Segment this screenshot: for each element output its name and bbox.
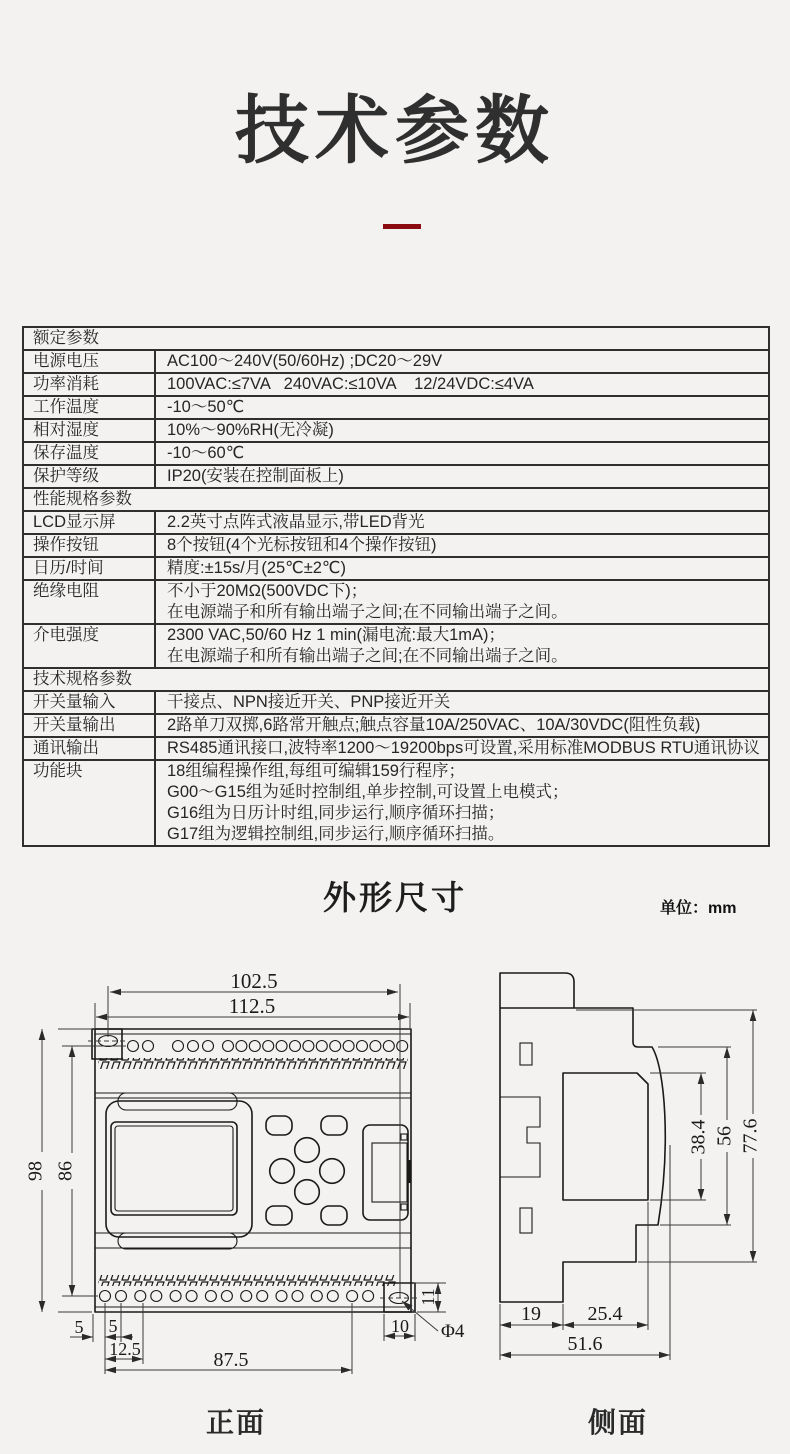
row-value-line: AC100～240V(50/60Hz) ;DC20～29V — [167, 352, 443, 370]
table-section-row — [24, 667, 768, 690]
row-value-line: 干接点、NPN接近开关、PNP接近开关 — [167, 693, 451, 711]
dim-width-outer: 112.5 — [228, 994, 276, 1018]
key-right-fn — [321, 1206, 347, 1225]
table-row — [24, 690, 768, 713]
row-value — [156, 581, 768, 623]
row-label: 通讯输出 — [24, 738, 156, 759]
side-front-panel — [563, 1073, 648, 1200]
dim-depth-total: 77.6 — [739, 1118, 762, 1154]
row-label: 相对湿度 — [24, 420, 156, 441]
row-value — [156, 374, 768, 395]
side-body-outline — [500, 1008, 665, 1302]
table-row — [24, 349, 768, 372]
row-value — [156, 558, 768, 579]
row-value-line: -10～50℃ — [167, 398, 245, 416]
top-terminals — [128, 1041, 408, 1052]
table-row — [24, 464, 768, 487]
row-value-line: 不小于20MΩ(500VDC下)； — [167, 582, 368, 600]
accent-divider — [383, 224, 421, 229]
row-label: 额定参数 — [33, 329, 99, 347]
row-value-line: 2300 VAC,50/60 Hz 1 min(漏电流:最大1mA)； — [167, 626, 506, 644]
row-value-line: G16组为日历计时组,同步运行,顺序循环扫描； — [167, 804, 505, 822]
key-up — [295, 1138, 320, 1163]
row-value-line: RS485通讯接口,波特率1200～19200bps可设置,采用标准MODBUS RTU通讯协议 — [167, 739, 760, 757]
side-view — [500, 973, 762, 1360]
dim-depth-body: 56 — [713, 1126, 736, 1146]
dim-offset-pitch: 5 — [108, 1316, 118, 1336]
key-left-fn — [266, 1206, 292, 1225]
row-label: 操作按钮 — [24, 535, 156, 556]
table-row — [24, 418, 768, 441]
front-view — [25, 969, 465, 1374]
row-label: LCD显示屏 — [24, 512, 156, 533]
row-label: 功率消耗 — [24, 374, 156, 395]
row-value-line: IP20(安装在控制面板上) — [167, 467, 344, 485]
comm-connector — [363, 1125, 411, 1220]
dim-total-width: 51.6 — [567, 1333, 603, 1355]
dim-height-outer: 98 — [24, 1161, 47, 1181]
row-label: 功能块 — [24, 761, 156, 845]
keypad — [266, 1116, 347, 1225]
row-value — [156, 535, 768, 556]
row-value-line: 100VAC:≤7VA 240VAC:≤10VA 12/24VDC:≤4VA — [167, 375, 534, 393]
row-label: 技术规格参数 — [33, 670, 132, 688]
table-section-row — [24, 487, 768, 510]
bottom-terminals — [100, 1291, 374, 1302]
row-value-line: 10%～90%RH(无冷凝) — [167, 421, 334, 439]
key-right — [320, 1159, 345, 1184]
dimension-drawing — [0, 940, 790, 1400]
row-label: 日历/时间 — [24, 558, 156, 579]
row-value — [156, 466, 768, 487]
din-rail-slot — [500, 1097, 540, 1177]
row-label: 保存温度 — [24, 443, 156, 464]
table-row — [24, 623, 768, 667]
row-label: 工作温度 — [24, 397, 156, 418]
vent-strip-top — [98, 1058, 408, 1069]
row-value-line: 精度:±15s/月(25℃±2℃) — [167, 559, 346, 577]
row-value-line: 在电源端子和所有输出端子之间;在不同输出端子之间。 — [167, 647, 568, 665]
row-value-line: 2.2英寸点阵式液晶显示,带LED背光 — [167, 513, 425, 531]
table-row — [24, 736, 768, 759]
spec-table — [22, 326, 770, 847]
unit-label: 单位：mm — [660, 900, 737, 917]
key-left — [270, 1159, 295, 1184]
dim-offset-group: 12.5 — [109, 1339, 141, 1359]
table-section-row — [24, 328, 768, 349]
row-value — [156, 625, 768, 667]
dim-terminal-span: 87.5 — [213, 1349, 249, 1371]
table-row — [24, 579, 768, 623]
dim-ear-width: 10 — [391, 1316, 409, 1336]
dim-offset-edge: 5 — [74, 1317, 84, 1337]
table-row — [24, 713, 768, 736]
row-value — [156, 512, 768, 533]
table-row — [24, 556, 768, 579]
dim-base-width: 19 — [521, 1303, 541, 1325]
table-row — [24, 533, 768, 556]
key-esc — [266, 1116, 292, 1135]
row-label: 保护等级 — [24, 466, 156, 487]
row-value — [156, 738, 768, 759]
table-row — [24, 510, 768, 533]
side-top-clip — [500, 973, 574, 1008]
row-label: 电源电压 — [24, 351, 156, 372]
row-value-line: 18组编程操作组,每组可编辑159行程序； — [167, 762, 465, 780]
dim-ear-height: 11 — [418, 1288, 439, 1306]
row-value — [156, 443, 768, 464]
key-ok — [321, 1116, 347, 1135]
row-value-line: -10～60℃ — [167, 444, 245, 462]
lcd-screen — [111, 1122, 237, 1215]
dim-panel-width: 25.4 — [587, 1303, 623, 1325]
dimensions-heading: 外形尺寸 — [323, 879, 467, 916]
page-title: 技术参数 — [235, 89, 555, 172]
key-down — [295, 1180, 320, 1205]
dim-depth-panel: 38.4 — [687, 1119, 710, 1155]
row-value-line: 在电源端子和所有输出端子之间;在不同输出端子之间。 — [167, 603, 568, 621]
row-value-line: G17组为逻辑控制组,同步运行,顺序循环扫描。 — [167, 825, 505, 843]
row-label: 开关量输入 — [24, 692, 156, 713]
dim-hole-dia: Φ4 — [441, 1321, 465, 1342]
dim-height-inner: 86 — [54, 1161, 77, 1181]
row-value — [156, 351, 768, 372]
row-value-line: G00～G15组为延时控制组,单步控制,可设置上电模式； — [167, 783, 569, 801]
row-value-line: 8个按钮(4个光标按钮和4个操作按钮) — [167, 536, 437, 554]
side-dimensions — [500, 1010, 762, 1360]
row-label: 开关量输出 — [24, 715, 156, 736]
vent-strip-bottom — [98, 1275, 396, 1286]
front-view-caption: 正面 — [206, 1407, 267, 1438]
row-value-line: 2路单刀双掷,6路常开触点;触点容量10A/250VAC、10A/30VDC(阻性负载) — [167, 716, 701, 734]
side-view-caption: 侧面 — [588, 1407, 649, 1438]
row-value — [156, 761, 768, 845]
row-value — [156, 420, 768, 441]
row-label: 绝缘电阻 — [24, 581, 156, 623]
table-row — [24, 759, 768, 845]
row-label: 介电强度 — [24, 625, 156, 667]
table-row — [24, 372, 768, 395]
table-row — [24, 441, 768, 464]
dim-width-inner: 102.5 — [230, 969, 278, 993]
row-value — [156, 397, 768, 418]
row-value — [156, 715, 768, 736]
row-label: 性能规格参数 — [33, 490, 132, 508]
table-row — [24, 395, 768, 418]
row-value — [156, 692, 768, 713]
